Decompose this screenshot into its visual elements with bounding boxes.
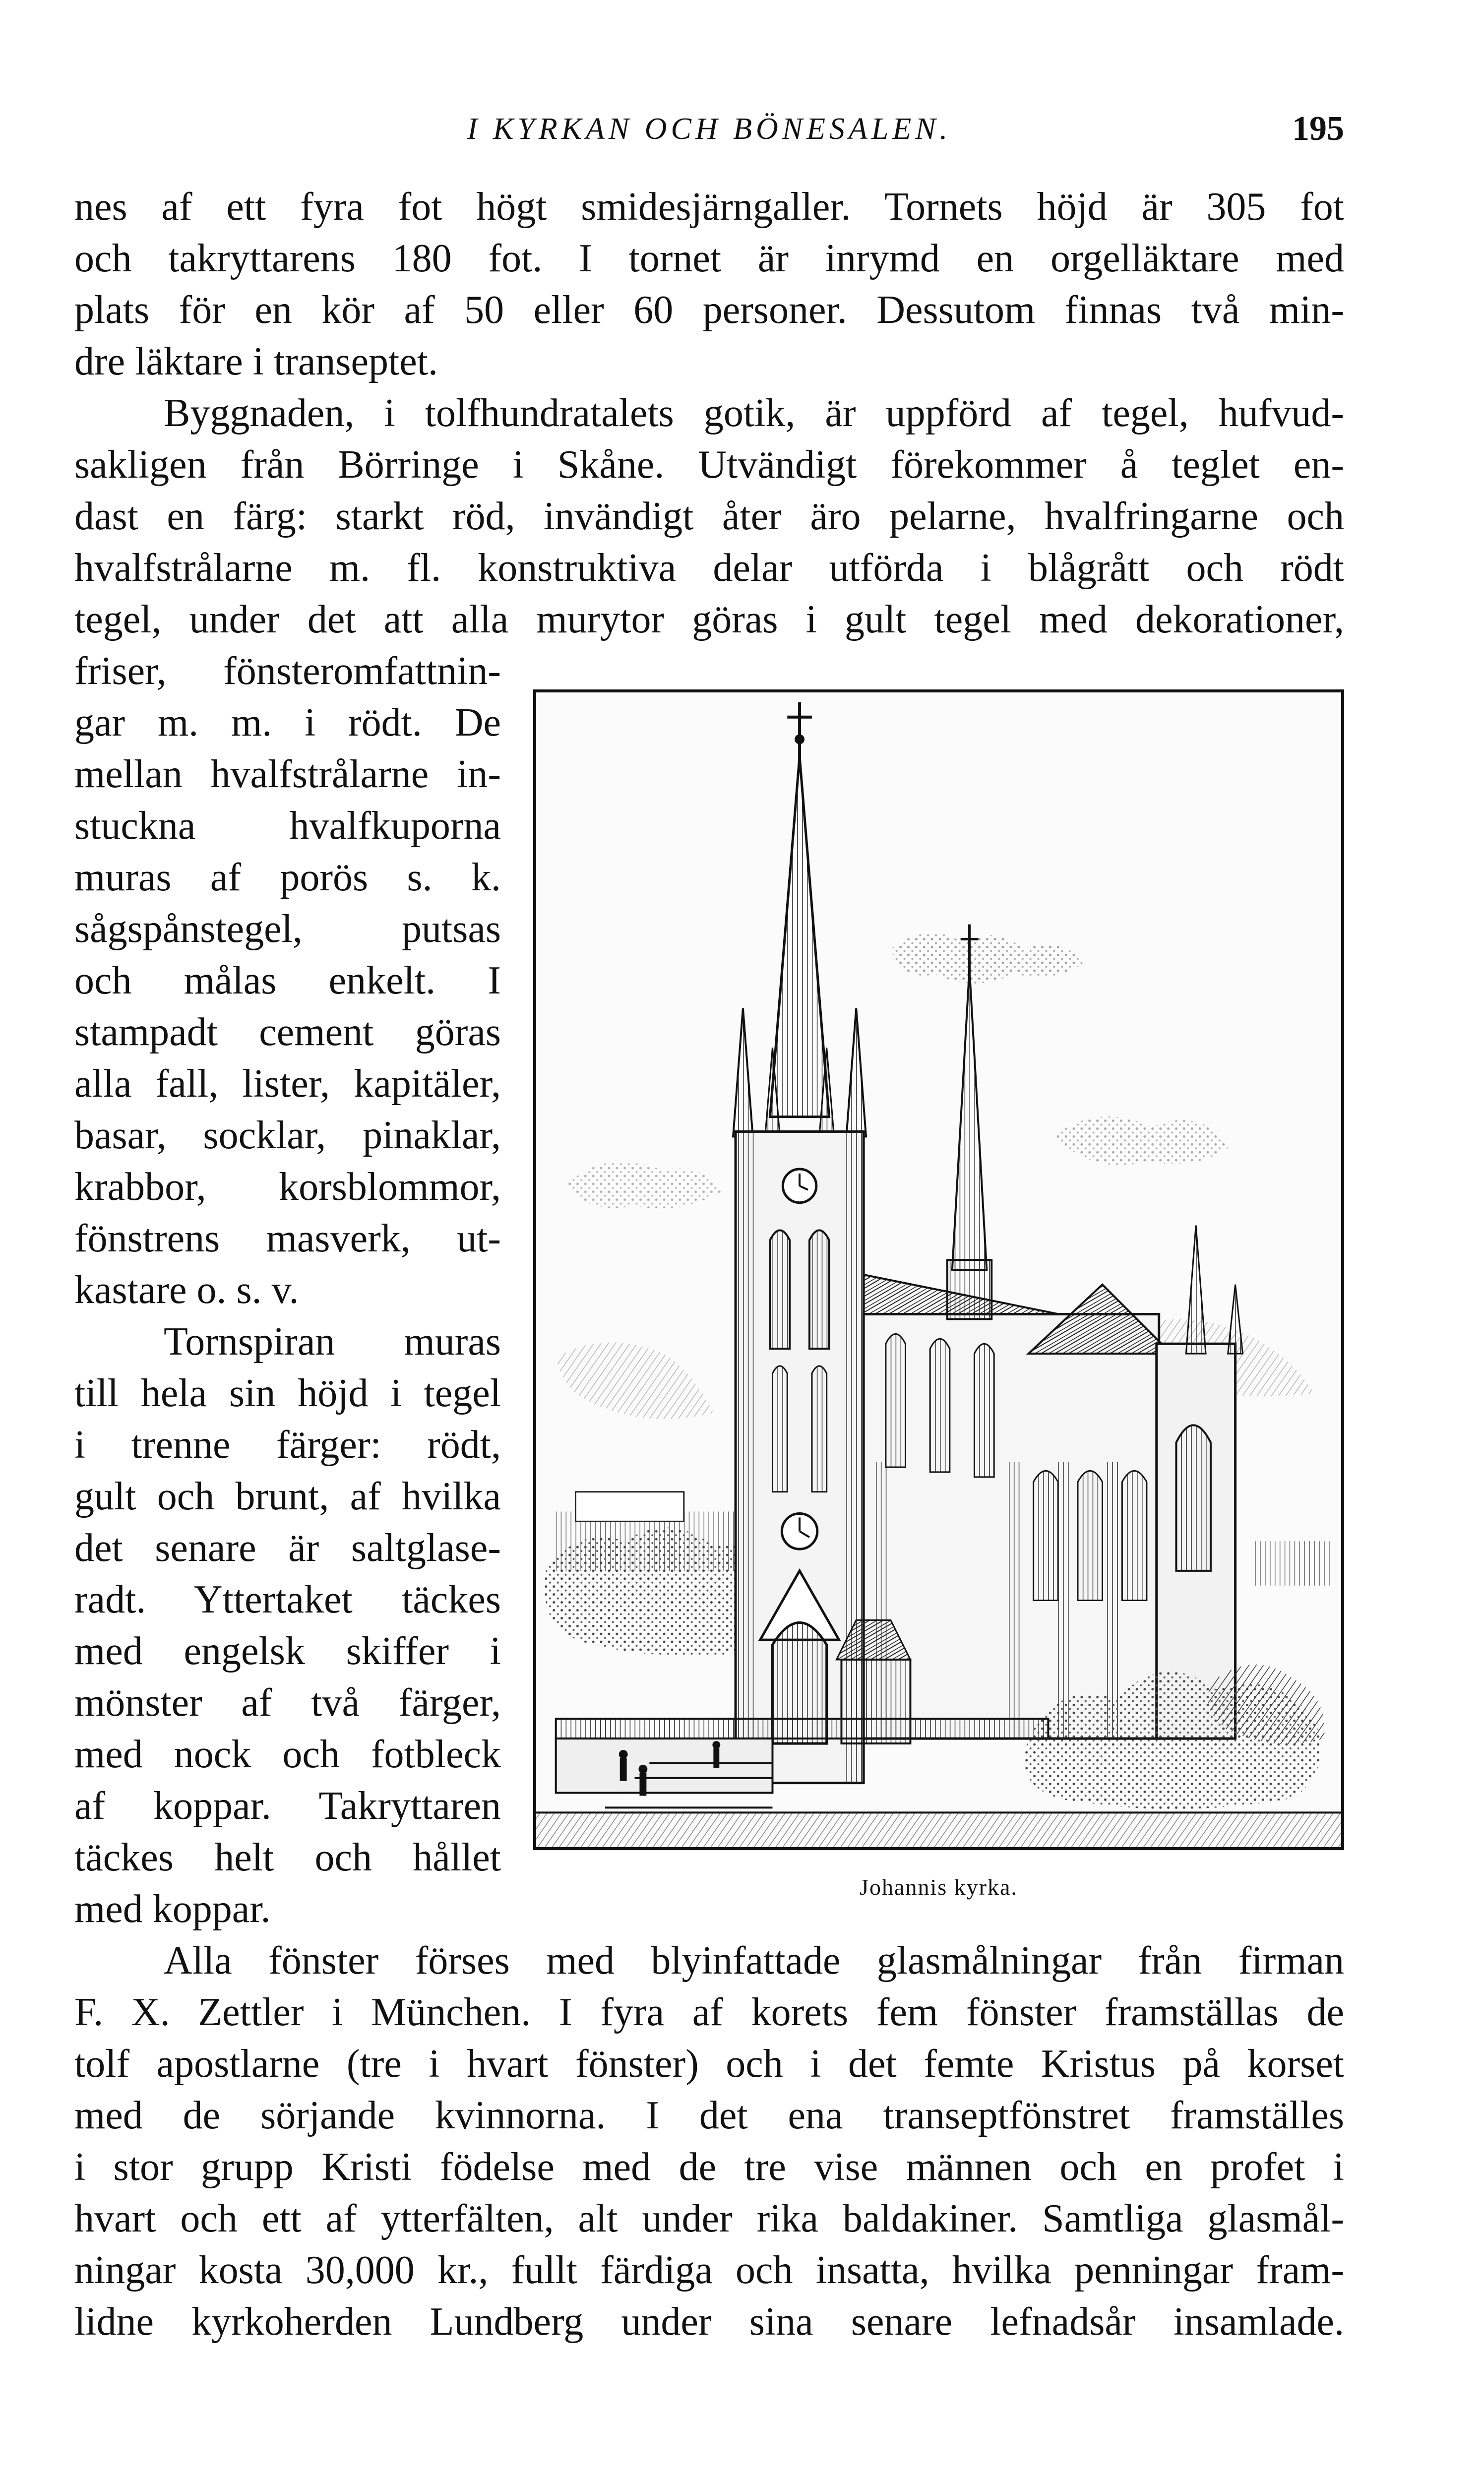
text-line: och takryttarens 180 fot. I tornet är inrymd en orgelläktare med xyxy=(74,237,1344,280)
text-line: fönstrens masverk, ut- xyxy=(74,1217,501,1260)
text-line: sakligen från Börringe i Skåne. Utvändigt förekommer å teglet en- xyxy=(74,443,1344,487)
text-line: i stor grupp Kristi födelse med de tre vise männen och en profet i xyxy=(74,2145,1344,2189)
text-line: gult och brunt, af hvilka xyxy=(74,1475,501,1518)
text-line: med nock och fotbleck xyxy=(74,1733,501,1776)
text-line: F. X. Zettler i München. I fyra af korets fem fönster framställas de xyxy=(74,1990,1344,2034)
text-line: med koppar. xyxy=(74,1887,271,1931)
text-line: och målas enkelt. I xyxy=(74,959,501,1002)
text-line: täckes helt och hållet xyxy=(74,1836,501,1879)
text-line: mellan hvalfstrålarne in- xyxy=(74,752,501,796)
text-line: lidne kyrkoherden Lundberg under sina senare lefnadsår insamlade. xyxy=(74,2300,1344,2344)
text-line: gar m. m. i rödt. De xyxy=(74,701,501,744)
text-line: af koppar. Takryttaren xyxy=(74,1784,501,1828)
text-line: med de sörjande kvinnorna. I det ena transeptfönstret framställes xyxy=(74,2094,1344,2137)
text-line: sågspånstegel, putsas xyxy=(74,907,501,951)
text-line: dast en färg: starkt röd, invändigt åter äro pelarne, hvalfringarne och xyxy=(74,495,1344,538)
text-line: krabbor, korsblommor, xyxy=(74,1165,501,1209)
figure-caption: Johannis kyrka. xyxy=(860,1874,1018,1900)
text-line: stampadt cement göras xyxy=(74,1010,501,1054)
text-line: radt. Yttertaket täckes xyxy=(74,1578,501,1621)
running-title: I KYRKAN OCH BÖNESALEN. xyxy=(467,112,952,146)
text-line: till hela sin höjd i tegel xyxy=(74,1371,501,1415)
text-line: stuckna hvalfkuporna xyxy=(74,804,501,848)
text-line: friser, fönsteromfattnin- xyxy=(74,649,501,693)
text-line: Alla fönster förses med blyinfattade glasmålningar från firman xyxy=(164,1939,1344,1983)
text-line: Byggnaden, i tolfhundratalets gotik, är uppförd af tegel, hufvud- xyxy=(164,391,1344,435)
text-line: mönster af två färger, xyxy=(74,1681,501,1725)
text-line: dre läktare i transeptet. xyxy=(74,340,438,383)
text-line: muras af porös s. k. xyxy=(74,856,501,899)
text-line: Tornspiran muras xyxy=(164,1320,501,1364)
page-number: 195 xyxy=(1292,110,1344,148)
text-line: tegel, under det att alla murytor göras i gult tegel med dekorationer, xyxy=(74,598,1344,641)
text-line: basar, socklar, pinaklar, xyxy=(74,1114,501,1157)
text-line: i trenne färger: rödt, xyxy=(74,1423,501,1467)
text-line: tolf apostlarne (tre i hvart fönster) och i det femte Kristus på korset xyxy=(74,2042,1344,2086)
text-line: kastare o. s. v. xyxy=(74,1268,299,1312)
text-line: ningar kosta 30,000 kr., fullt färdiga och insatta, hvilka penningar fram- xyxy=(74,2248,1344,2292)
text-line: alla fall, lister, kapitäler, xyxy=(74,1062,501,1106)
text-line: nes af ett fyra fot högt smidesjärngaller. Tornets höjd är 305 fot xyxy=(74,185,1344,229)
running-head xyxy=(74,107,1344,151)
text-line: det senare är saltglase- xyxy=(74,1526,501,1570)
text-line: med engelsk skiffer i xyxy=(74,1629,501,1673)
text-line: hvart och ett af ytterfälten, alt under rika baldakiner. Samtliga glasmål- xyxy=(74,2197,1344,2240)
church-illustration xyxy=(536,692,1341,1847)
text-line: hvalfstrålarne m. fl. konstruktiva delar utförda i blågrått och rödt xyxy=(74,546,1344,590)
text-line: plats för en kör af 50 eller 60 personer. Dessutom finnas två min- xyxy=(74,288,1344,332)
church-engraving xyxy=(533,689,1344,1850)
